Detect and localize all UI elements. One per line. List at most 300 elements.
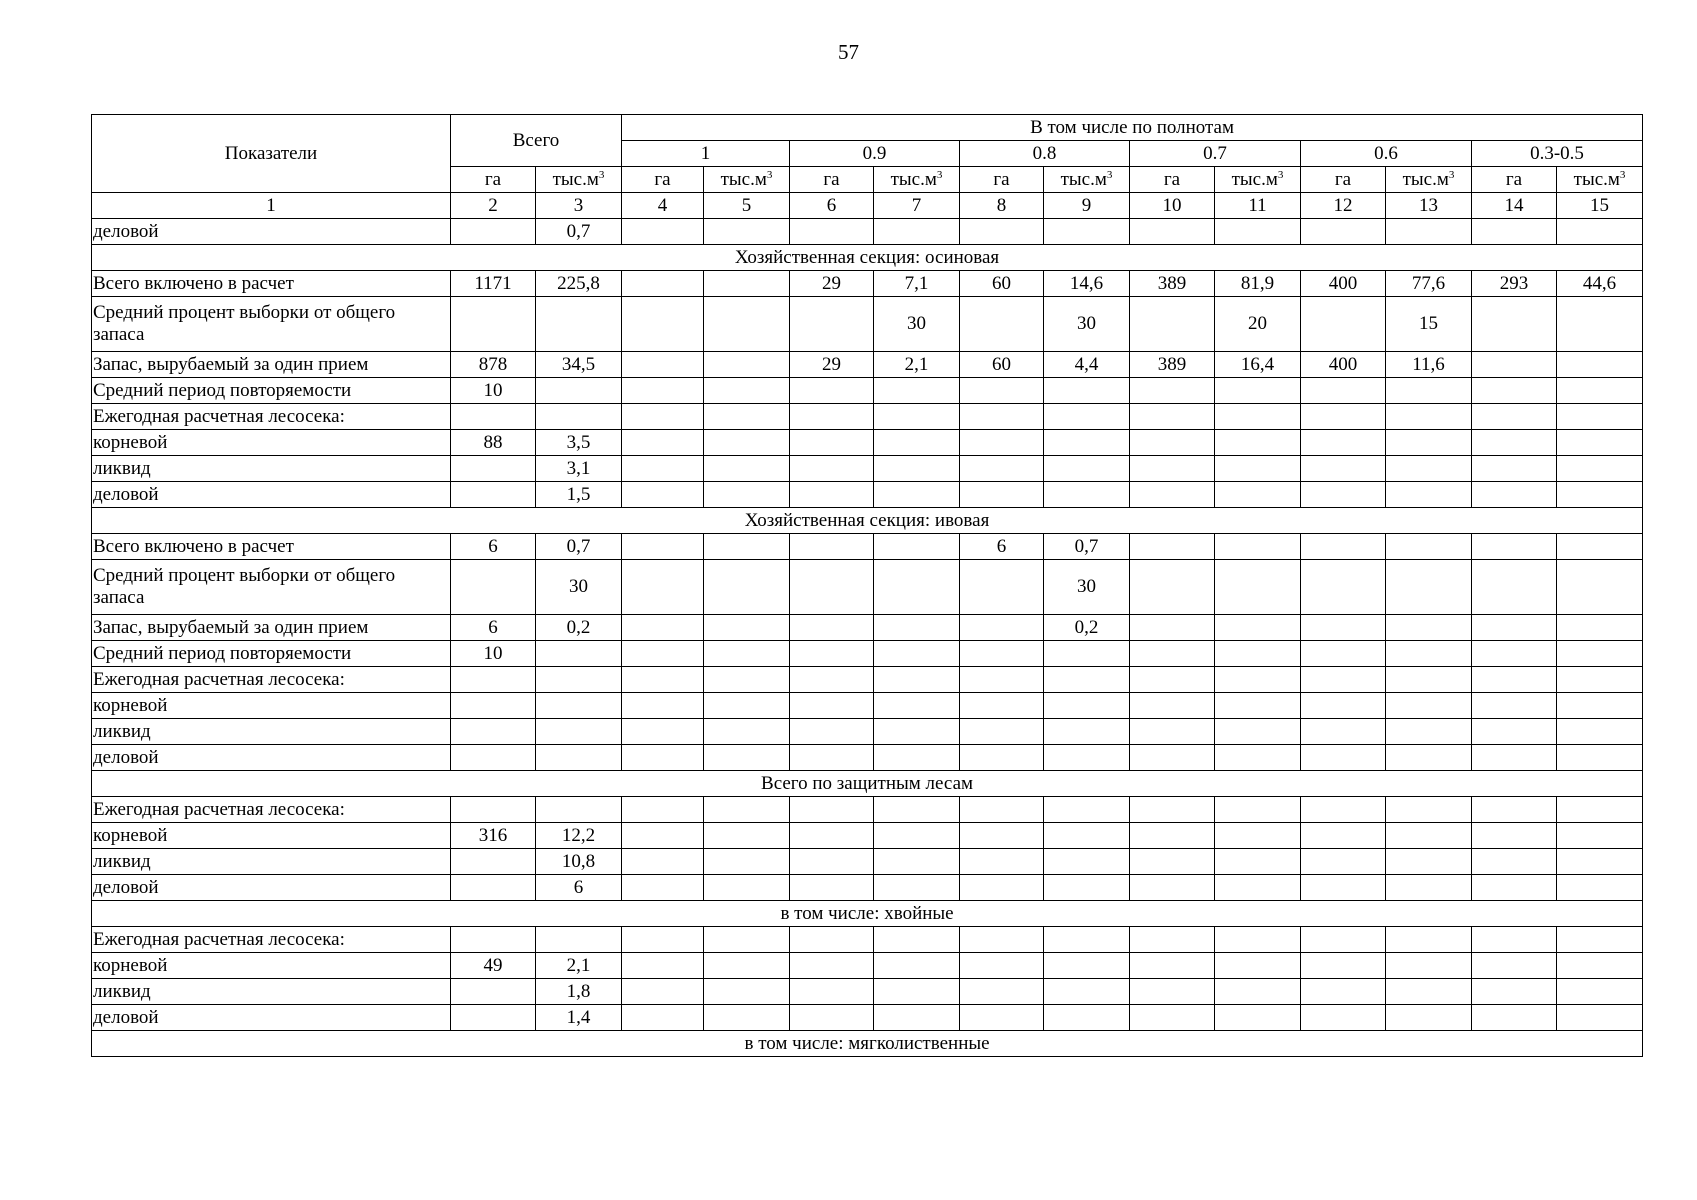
row-label: деловой <box>92 219 451 245</box>
table-cell: 1171 <box>451 271 536 297</box>
table-cell <box>1044 482 1130 508</box>
table-cell <box>1130 297 1215 352</box>
table-cell <box>451 219 536 245</box>
table-cell: 49 <box>451 953 536 979</box>
table-cell <box>536 719 622 745</box>
column-number: 2 <box>451 193 536 219</box>
table-cell <box>704 219 790 245</box>
table-cell <box>1130 219 1215 245</box>
table-row <box>92 641 1643 667</box>
table-row <box>92 297 1643 352</box>
table-cell <box>1472 875 1557 901</box>
table-cell: 6 <box>451 615 536 641</box>
table-cell <box>790 219 874 245</box>
table-cell: 389 <box>1130 271 1215 297</box>
table-cell <box>1386 875 1472 901</box>
table-cell: 11,6 <box>1386 352 1472 378</box>
table-cell <box>1386 482 1472 508</box>
table-cell <box>1557 404 1643 430</box>
table-row <box>92 719 1643 745</box>
table-cell <box>1130 560 1215 615</box>
table-cell <box>704 482 790 508</box>
table-cell <box>1557 849 1643 875</box>
row-label: корневой <box>92 430 451 456</box>
table-cell <box>790 641 874 667</box>
table-cell <box>1215 378 1301 404</box>
row-label: ликвид <box>92 979 451 1005</box>
row-label: деловой <box>92 745 451 771</box>
table-cell <box>1301 404 1386 430</box>
table-cell <box>536 641 622 667</box>
table-cell <box>451 404 536 430</box>
table-cell <box>704 534 790 560</box>
table-cell <box>704 823 790 849</box>
row-label: Средний период повторяемости <box>92 378 451 404</box>
column-number: 3 <box>536 193 622 219</box>
table-cell <box>1215 404 1301 430</box>
table-cell <box>874 1005 960 1031</box>
table-cell <box>1472 667 1557 693</box>
table-cell <box>622 1005 704 1031</box>
table-cell <box>1130 482 1215 508</box>
table-cell <box>1557 641 1643 667</box>
table-row <box>92 823 1643 849</box>
table-row <box>92 219 1643 245</box>
column-number-row <box>92 193 1643 219</box>
table-cell <box>1301 482 1386 508</box>
unit-ha-header: га <box>1130 167 1215 193</box>
table-cell <box>704 875 790 901</box>
table-cell: 2,1 <box>874 352 960 378</box>
table-cell <box>790 745 874 771</box>
table-cell <box>704 352 790 378</box>
table-cell <box>960 641 1044 667</box>
table-cell <box>960 482 1044 508</box>
row-label: Всего включено в расчет <box>92 534 451 560</box>
table-cell: 400 <box>1301 271 1386 297</box>
table-row <box>92 797 1643 823</box>
table-cell <box>1130 693 1215 719</box>
table-cell <box>1386 745 1472 771</box>
table-cell <box>790 615 874 641</box>
table-row <box>92 352 1643 378</box>
table-cell <box>1557 456 1643 482</box>
table-row <box>92 615 1643 641</box>
column-number: 10 <box>1130 193 1215 219</box>
table-cell <box>1044 875 1130 901</box>
table-cell <box>1044 927 1130 953</box>
table-cell <box>1386 979 1472 1005</box>
table-cell <box>1301 615 1386 641</box>
unit-ha-header: га <box>622 167 704 193</box>
table-cell <box>1130 430 1215 456</box>
table-cell <box>451 667 536 693</box>
table-cell <box>1386 1005 1472 1031</box>
table-cell <box>622 219 704 245</box>
density-header: 0.9 <box>790 141 960 167</box>
table-cell <box>622 456 704 482</box>
table-cell <box>704 953 790 979</box>
table-cell <box>622 849 704 875</box>
table-cell <box>451 1005 536 1031</box>
table-cell <box>960 875 1044 901</box>
table-cell <box>536 297 622 352</box>
table-cell <box>1044 667 1130 693</box>
table-cell <box>1386 667 1472 693</box>
table-cell <box>960 797 1044 823</box>
table-cell <box>874 615 960 641</box>
table-cell <box>1472 534 1557 560</box>
table-cell <box>1301 456 1386 482</box>
table-cell: 0,7 <box>536 534 622 560</box>
table-cell <box>1386 219 1472 245</box>
table-cell <box>1557 297 1643 352</box>
table-cell <box>790 927 874 953</box>
unit-ha-header: га <box>1301 167 1386 193</box>
row-label: Ежегодная расчетная лесосека: <box>92 404 451 430</box>
table-cell <box>874 560 960 615</box>
table-cell <box>704 560 790 615</box>
table-cell <box>536 693 622 719</box>
table-row <box>92 979 1643 1005</box>
table-cell: 60 <box>960 271 1044 297</box>
table-cell <box>1557 352 1643 378</box>
table-cell <box>1215 456 1301 482</box>
table-cell <box>1386 797 1472 823</box>
table-cell <box>960 745 1044 771</box>
table-cell: 29 <box>790 352 874 378</box>
table-cell: 44,6 <box>1557 271 1643 297</box>
column-number: 12 <box>1301 193 1386 219</box>
table-row <box>92 875 1643 901</box>
table-cell <box>790 667 874 693</box>
section-row <box>92 508 1643 534</box>
table-row <box>92 953 1643 979</box>
table-cell <box>1130 927 1215 953</box>
table-cell <box>704 456 790 482</box>
table-cell <box>1557 719 1643 745</box>
table-cell <box>622 271 704 297</box>
unit-ha-header: га <box>960 167 1044 193</box>
row-label: ликвид <box>92 719 451 745</box>
table-cell: 30 <box>874 297 960 352</box>
table-cell: 316 <box>451 823 536 849</box>
table-cell <box>1215 667 1301 693</box>
table-cell <box>1557 534 1643 560</box>
row-label: корневой <box>92 953 451 979</box>
table-cell <box>1130 719 1215 745</box>
table-cell <box>1386 693 1472 719</box>
table-cell <box>790 875 874 901</box>
table-cell <box>1215 979 1301 1005</box>
table-cell <box>790 378 874 404</box>
table-cell <box>1472 719 1557 745</box>
table-cell <box>790 979 874 1005</box>
table-cell <box>874 693 960 719</box>
row-label: ликвид <box>92 456 451 482</box>
table-cell <box>1472 456 1557 482</box>
table-cell <box>1557 979 1643 1005</box>
table-cell <box>1386 378 1472 404</box>
table-cell <box>1301 297 1386 352</box>
section-row <box>92 245 1643 271</box>
table-cell <box>1301 745 1386 771</box>
column-number: 13 <box>1386 193 1472 219</box>
table-row <box>92 404 1643 430</box>
table-cell: 10 <box>451 641 536 667</box>
table-row <box>92 430 1643 456</box>
table-cell <box>622 297 704 352</box>
table-cell <box>704 979 790 1005</box>
table-cell: 30 <box>536 560 622 615</box>
table-cell <box>622 875 704 901</box>
table-cell <box>622 953 704 979</box>
table-cell <box>1557 823 1643 849</box>
table-cell <box>1386 823 1472 849</box>
table-row <box>92 693 1643 719</box>
table-cell <box>622 745 704 771</box>
table-cell <box>1386 927 1472 953</box>
table-cell: 3,1 <box>536 456 622 482</box>
table-cell <box>1130 641 1215 667</box>
table-cell <box>1472 615 1557 641</box>
row-label: Средний процент выборки от общего запаса <box>92 560 451 615</box>
table-cell <box>451 797 536 823</box>
table-cell <box>874 456 960 482</box>
table-cell <box>622 927 704 953</box>
section-title: Всего по защитным лесам <box>92 771 1643 797</box>
table-cell <box>1130 823 1215 849</box>
table-cell <box>1130 849 1215 875</box>
table-header <box>92 115 1643 219</box>
table-cell <box>790 534 874 560</box>
table-cell <box>704 615 790 641</box>
table-cell <box>1301 693 1386 719</box>
table-cell: 293 <box>1472 271 1557 297</box>
table-cell: 0,2 <box>536 615 622 641</box>
table-cell <box>874 745 960 771</box>
table-cell <box>1557 615 1643 641</box>
row-label: Ежегодная расчетная лесосека: <box>92 797 451 823</box>
table-cell <box>790 953 874 979</box>
table-cell: 400 <box>1301 352 1386 378</box>
table-cell <box>1301 823 1386 849</box>
table-cell <box>704 667 790 693</box>
table-cell <box>704 797 790 823</box>
table-cell <box>1472 797 1557 823</box>
table-cell <box>622 979 704 1005</box>
table-cell <box>1386 430 1472 456</box>
table-cell: 12,2 <box>536 823 622 849</box>
table-cell <box>790 430 874 456</box>
table-cell: 30 <box>1044 560 1130 615</box>
table-cell <box>1044 430 1130 456</box>
column-number: 6 <box>790 193 874 219</box>
table-cell <box>1472 979 1557 1005</box>
column-number: 14 <box>1472 193 1557 219</box>
table-cell <box>1130 615 1215 641</box>
table-cell <box>622 560 704 615</box>
table-cell <box>1301 953 1386 979</box>
table-cell: 10 <box>451 378 536 404</box>
table-row <box>92 745 1643 771</box>
table-cell <box>536 378 622 404</box>
table-cell <box>622 534 704 560</box>
column-number: 11 <box>1215 193 1301 219</box>
table-cell <box>1044 745 1130 771</box>
table-cell <box>1557 693 1643 719</box>
table-cell <box>1215 693 1301 719</box>
table-cell <box>1301 979 1386 1005</box>
page-number: 57 <box>838 40 859 64</box>
table-cell <box>536 667 622 693</box>
table-cell <box>1215 719 1301 745</box>
row-label: корневой <box>92 693 451 719</box>
table-cell <box>1301 219 1386 245</box>
table-cell <box>1215 1005 1301 1031</box>
table-cell <box>960 693 1044 719</box>
table-cell <box>1472 219 1557 245</box>
table-cell <box>1044 823 1130 849</box>
table-cell <box>1044 456 1130 482</box>
table-cell <box>874 534 960 560</box>
table-cell <box>451 456 536 482</box>
table-cell <box>960 927 1044 953</box>
table-cell <box>622 482 704 508</box>
table-cell <box>1557 927 1643 953</box>
table-cell <box>451 297 536 352</box>
table-cell <box>1044 378 1130 404</box>
row-label: Средний процент выборки от общего запаса <box>92 297 451 352</box>
table-cell <box>622 404 704 430</box>
table-cell <box>960 378 1044 404</box>
table-cell <box>704 271 790 297</box>
row-label: деловой <box>92 1005 451 1031</box>
unit-volume-header: $тыс.м^3$ <box>536 167 622 193</box>
table-cell: 878 <box>451 352 536 378</box>
unit-ha-header: га <box>1472 167 1557 193</box>
density-header: 0.6 <box>1301 141 1472 167</box>
table-cell <box>1215 534 1301 560</box>
row-label: ликвид <box>92 849 451 875</box>
table-cell <box>1301 927 1386 953</box>
table-cell <box>1386 849 1472 875</box>
table-cell <box>1557 430 1643 456</box>
table-cell: 7,1 <box>874 271 960 297</box>
table-cell <box>1557 482 1643 508</box>
section-title: в том числе: мягколиственные <box>92 1031 1643 1057</box>
table-cell <box>1215 641 1301 667</box>
table-cell: 20 <box>1215 297 1301 352</box>
table-cell <box>1130 667 1215 693</box>
table-cell <box>960 667 1044 693</box>
unit-volume-header: $тыс.м^3$ <box>874 167 960 193</box>
table-cell <box>960 823 1044 849</box>
table-cell: 0,7 <box>1044 534 1130 560</box>
table-cell <box>451 693 536 719</box>
unit-ha-header: га <box>790 167 874 193</box>
table-cell <box>960 404 1044 430</box>
table-cell <box>1130 404 1215 430</box>
table-cell <box>1301 849 1386 875</box>
table-cell: 225,8 <box>536 271 622 297</box>
table-cell <box>874 719 960 745</box>
section-row <box>92 771 1643 797</box>
table-cell <box>1472 482 1557 508</box>
table-cell <box>622 667 704 693</box>
table-cell <box>790 693 874 719</box>
table-cell <box>622 823 704 849</box>
row-label: Ежегодная расчетная лесосека: <box>92 667 451 693</box>
row-label: Средний период повторяемости <box>92 641 451 667</box>
table-cell <box>1044 1005 1130 1031</box>
table-cell <box>451 927 536 953</box>
table-cell: 6 <box>536 875 622 901</box>
table-cell <box>1301 560 1386 615</box>
table-cell <box>536 797 622 823</box>
table-cell <box>1472 352 1557 378</box>
column-number: 4 <box>622 193 704 219</box>
table-cell <box>1301 797 1386 823</box>
table-cell <box>874 667 960 693</box>
density-header: 0.8 <box>960 141 1130 167</box>
unit-volume-header: $тыс.м^3$ <box>704 167 790 193</box>
table-cell: 10,8 <box>536 849 622 875</box>
table-cell <box>622 352 704 378</box>
table-cell <box>960 615 1044 641</box>
table-cell <box>1557 797 1643 823</box>
table-cell <box>1044 979 1130 1005</box>
table-cell: 3,5 <box>536 430 622 456</box>
row-label: корневой <box>92 823 451 849</box>
table-cell <box>704 404 790 430</box>
section-title: в том числе: хвойные <box>92 901 1643 927</box>
table-cell <box>1130 979 1215 1005</box>
row-label: Запас, вырубаемый за один прием <box>92 352 451 378</box>
table-row <box>92 456 1643 482</box>
table-cell: 15 <box>1386 297 1472 352</box>
table-cell <box>451 560 536 615</box>
table-cell: 6 <box>451 534 536 560</box>
table-row <box>92 849 1643 875</box>
table-cell <box>1472 927 1557 953</box>
section-row <box>92 1031 1643 1057</box>
table-row <box>92 378 1643 404</box>
table-cell <box>1215 560 1301 615</box>
table-cell <box>1386 641 1472 667</box>
table-cell <box>704 641 790 667</box>
table-cell: 16,4 <box>1215 352 1301 378</box>
table-cell: 2,1 <box>536 953 622 979</box>
table-cell <box>1044 953 1130 979</box>
table-cell <box>704 849 790 875</box>
row-label: деловой <box>92 875 451 901</box>
table-cell <box>1472 953 1557 979</box>
table-cell <box>1557 219 1643 245</box>
table-cell <box>1472 378 1557 404</box>
table-cell <box>1557 745 1643 771</box>
table-cell: 1,4 <box>536 1005 622 1031</box>
column-number: 7 <box>874 193 960 219</box>
table-cell <box>1215 849 1301 875</box>
header-by-density: В том числе по полнотам <box>622 115 1643 141</box>
table-cell <box>1386 456 1472 482</box>
density-header: 1 <box>622 141 790 167</box>
table-cell <box>704 927 790 953</box>
table-cell <box>451 979 536 1005</box>
table-cell <box>1215 823 1301 849</box>
row-label: Ежегодная расчетная лесосека: <box>92 927 451 953</box>
